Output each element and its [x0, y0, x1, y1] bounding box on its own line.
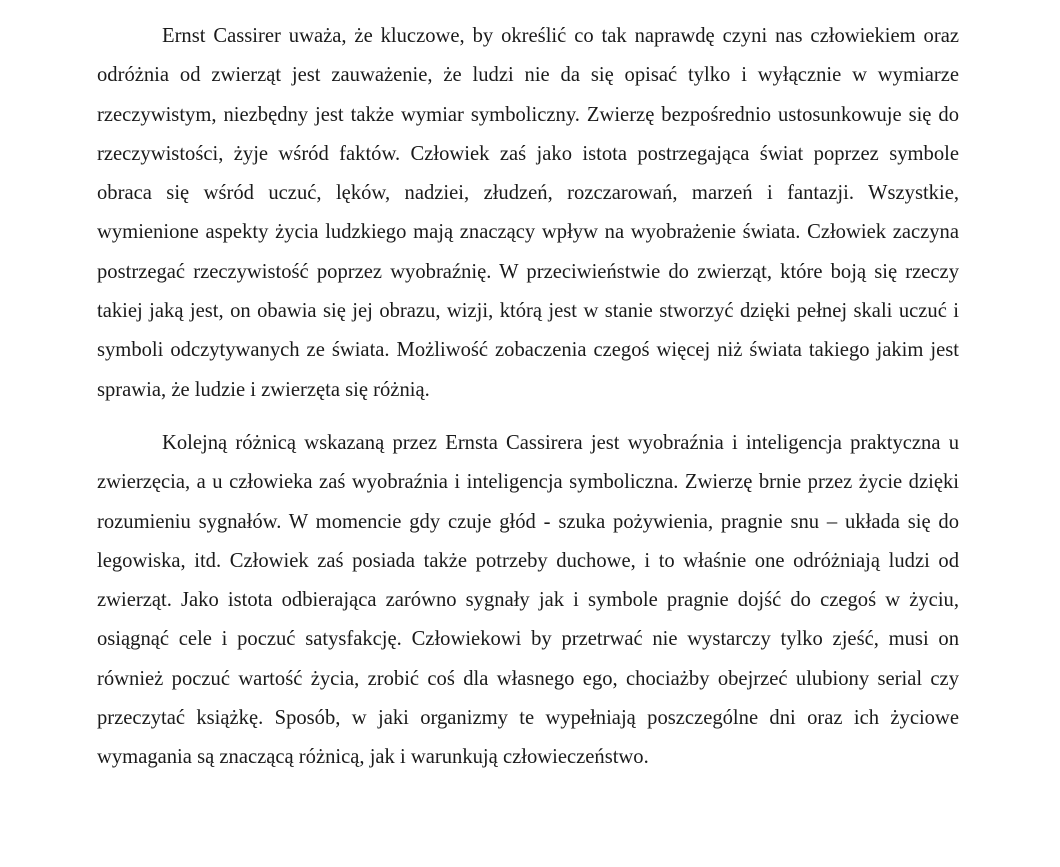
paragraph-1: Ernst Cassirer uważa, że kluczowe, by określić co tak naprawdę czyni nas człowiekiem oraz odróżnia od zwierząt jest zauważenie, że ludzi nie da się opisać tylko i wyłącznie w wymiarze rzeczywistym, niezbędny jest także wymiar symboliczny. Zwierzę bezpośrednio ustosunkowuje się do rzeczywistości, żyje wśród faktów. Człowiek zaś jako istota postrzegająca świat poprzez symbole obraca się wśród uczuć, lęków, nadziei, złudzeń, rozczarowań, marzeń i fantazji. Wszystkie, wymienione aspekty życia ludzkiego mają znaczący wpływ na wyobrażenie świata. Człowiek zaczyna postrzegać rzeczywistość poprzez wyobraźnię. W przeciwieństwie do zwierząt, które boją się rzeczy takiej jaką jest, on obawia się jej obrazu, wizji, którą jest w stanie stworzyć dzięki pełnej skali uczuć i symboli odczytywanych ze świata. Możliwość zobaczenia czegoś więcej niż świata takiego jakim jest sprawia, że ludzie i zwierzęta się różnią. — [97, 25, 959, 401]
document-page — [97, 17, 959, 778]
paragraph-2: Kolejną różnicą wskazaną przez Ernsta Cassirera jest wyobraźnia i inteligencja praktyczna u zwierzęcia, a u człowieka zaś wyobraźnia i inteligencja symboliczna. Zwierzę brnie przez życie dzięki rozumieniu sygnałów. W momencie gdy czuje głód - szuka pożywienia, pragnie snu – układa się do legowiska, itd. Człowiek zaś posiada także potrzeby duchowe, i to właśnie one odróżniają ludzi od zwierząt. Jako istota odbierająca zarówno sygnały jak i symbole pragnie dojść do czegoś w życiu, osiągnąć cele i poczuć satysfakcję. Człowiekowi by przetrwać nie wystarczy tylko zjeść, musi on również poczuć wartość życia, zrobić coś dla własnego ego, chociażby obejrzeć ulubiony serial czy przeczytać książkę. Sposób, w jaki organizmy te wypełniają poszczególne dni oraz ich życiowe wymagania są znaczącą różnicą, jak i warunkują człowieczeństwo. — [97, 431, 959, 769]
